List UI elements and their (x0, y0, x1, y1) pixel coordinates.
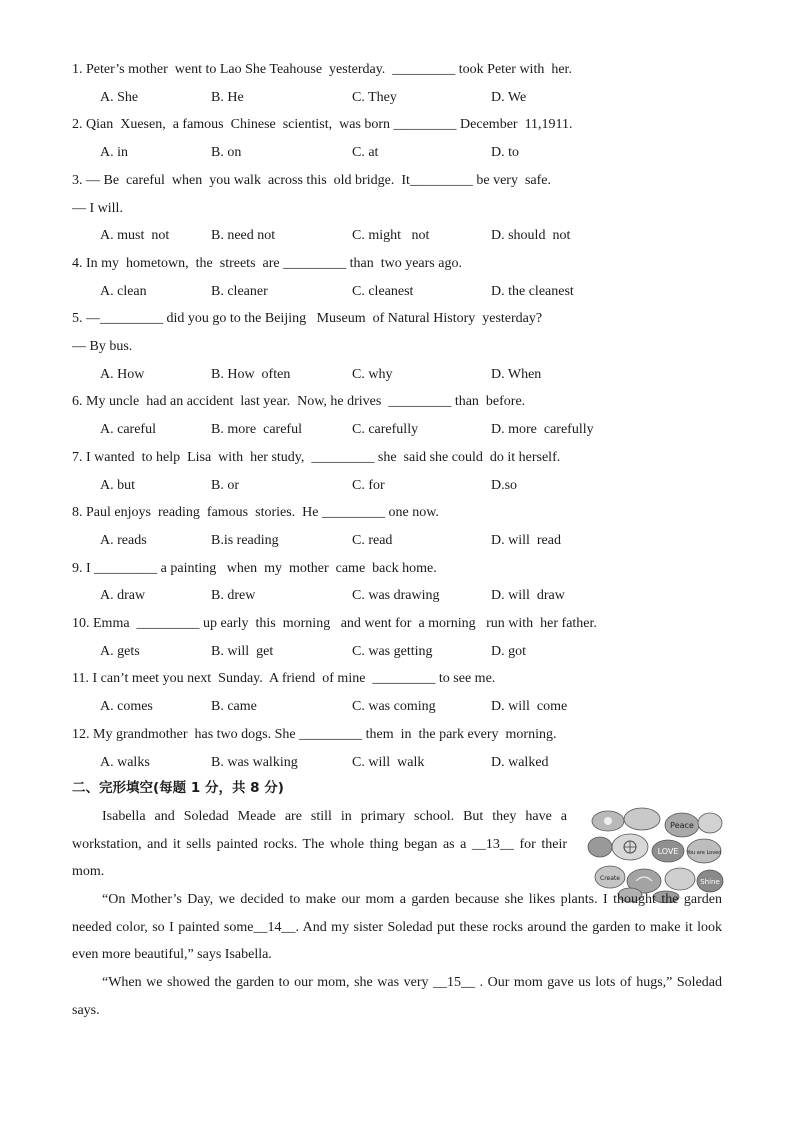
question-10-stem: 10. Emma _________ up early this morning and went for a morning run with her father. (72, 616, 597, 631)
section-2-title: 二、完形填空(每题 1 分，共 8 分) (72, 780, 284, 796)
question-6-option-c[interactable]: C. carefully (352, 422, 419, 438)
svg-text:Shine: Shine (700, 878, 720, 886)
question-12-option-b[interactable]: B. was walking (211, 754, 298, 770)
question-1-option-d[interactable]: D. We (491, 89, 527, 105)
question-8-option-a[interactable]: A. reads (100, 532, 147, 548)
question-12-option-a[interactable]: A. walks (100, 754, 150, 770)
question-2-option-d[interactable]: D. to (491, 145, 519, 161)
question-9-option-a[interactable]: A. draw (100, 588, 146, 604)
question-7-option-c[interactable]: C. for (352, 477, 385, 493)
question-7-stem: 7. I wanted to help Lisa with her study, _________ she said she could do it herself. (72, 449, 561, 465)
question-10-option-d[interactable]: D. got (491, 643, 526, 659)
question-8-option-d[interactable]: D. will read (491, 532, 561, 548)
cloze-paragraph-2: “On Mother’s Day, we decided to make our mom a garden because she likes plants. I thought the garden needed color, so I painted some__14__. And my sister Soledad put these rocks around the garden to make it look even more beautiful,” says Isabella. (72, 892, 722, 963)
question-11-option-c[interactable]: C. was coming (352, 699, 436, 715)
question-5-option-c[interactable]: C. why (352, 366, 393, 382)
cloze-paragraph-1: Isabella and Soledad Meade are still in primary school. But they have a workstation, and it sells painted rocks. The whole thing began as a __13__ for their mom. (72, 809, 567, 880)
question-11-stem: 11. I can’t meet you next Sunday. A friend of mine _________ to see me. (72, 671, 496, 687)
question-12-stem: 12. My grandmother has two dogs. She _________ them in the park every morning. (72, 726, 557, 742)
question-1-option-a[interactable]: A. She (100, 89, 139, 105)
question-7-option-d[interactable]: D.so (491, 477, 518, 493)
question-8-stem: 8. Paul enjoys reading famous stories. He _________ one now. (72, 505, 439, 521)
question-5-option-b[interactable]: B. How often (211, 366, 291, 382)
question-6-option-b[interactable]: B. more careful (211, 422, 302, 438)
question-6-option-a[interactable]: A. careful (100, 422, 156, 438)
question-2-option-c[interactable]: C. at (352, 145, 379, 161)
question-10-option-b[interactable]: B. will get (211, 643, 274, 659)
svg-text:Peace: Peace (670, 821, 694, 830)
question-2-stem: 2. Qian Xuesen, a famous Chinese scientist, was born _________ December 11,1911. (72, 117, 573, 133)
question-4-option-a[interactable]: A. clean (100, 283, 147, 299)
question-3-option-c[interactable]: C. might not (352, 228, 430, 244)
question-1-option-b[interactable]: B. He (211, 89, 244, 105)
question-6-stem: 6. My uncle had an accident last year. Now, he drives _________ than before. (72, 394, 526, 410)
question-3-reply: — I will. (72, 200, 123, 216)
question-9-stem: 9. I _________ a painting when my mother came back home. (72, 560, 437, 576)
question-2-option-a[interactable]: A. in (100, 145, 128, 161)
question-5-option-a[interactable]: A. How (100, 366, 145, 382)
question-4-option-c[interactable]: C. cleanest (352, 283, 414, 299)
question-4-option-b[interactable]: B. cleaner (211, 283, 268, 299)
question-11-option-b[interactable]: B. came (211, 699, 257, 715)
cloze-paragraph-3: “When we showed the garden to our mom, she was very __15__ . Our mom gave us lots of hugs,” Soledad says. (72, 975, 722, 1018)
question-4-stem: 4. In my hometown, the streets are _________ than two years ago. (72, 255, 462, 271)
question-7-option-a[interactable]: A. but (100, 477, 135, 493)
question-2-option-b[interactable]: B. on (211, 145, 242, 161)
question-9-option-d[interactable]: D. will draw (491, 588, 565, 604)
question-3-option-b[interactable]: B. need not (211, 228, 276, 244)
question-5-option-d[interactable]: D. When (491, 366, 542, 382)
question-1-option-c[interactable]: C. They (352, 89, 397, 105)
question-8-option-b[interactable]: B.is reading (211, 532, 279, 548)
question-6-option-d[interactable]: D. more carefully (491, 422, 594, 438)
question-3-option-d[interactable]: D. should not (491, 228, 571, 244)
question-5-reply: — By bus. (72, 339, 133, 354)
question-8-option-c[interactable]: C. read (352, 532, 393, 548)
question-9-option-b[interactable]: B. drew (211, 588, 256, 604)
question-12-option-d[interactable]: D. walked (491, 754, 549, 770)
question-12-option-c[interactable]: C. will walk (352, 754, 425, 770)
question-11-option-d[interactable]: D. will come (491, 699, 568, 715)
question-3-stem: 3. — Be careful when you walk across this old bridge. It_________ be very safe. (72, 172, 551, 188)
question-9-option-c[interactable]: C. was drawing (352, 588, 440, 604)
question-10-option-a[interactable]: A. gets (100, 643, 140, 659)
question-7-option-b[interactable]: B. or (211, 477, 239, 493)
question-3-option-a[interactable]: A. must not (100, 228, 170, 244)
svg-text:LOVE: LOVE (657, 847, 679, 856)
svg-text:You are Loved: You are Loved (686, 850, 722, 856)
question-4-option-d[interactable]: D. the cleanest (491, 283, 574, 299)
svg-text:Create: Create (600, 875, 620, 882)
question-5-stem: 5. —_________ did you go to the Beijing Museum of Natural History yesterday? (72, 311, 543, 327)
question-10-option-c[interactable]: C. was getting (352, 643, 433, 659)
question-11-option-a[interactable]: A. comes (100, 699, 153, 715)
question-1-stem: 1. Peter’s mother went to Lao She Teahouse yesterday. _________ took Peter with her. (72, 62, 572, 77)
